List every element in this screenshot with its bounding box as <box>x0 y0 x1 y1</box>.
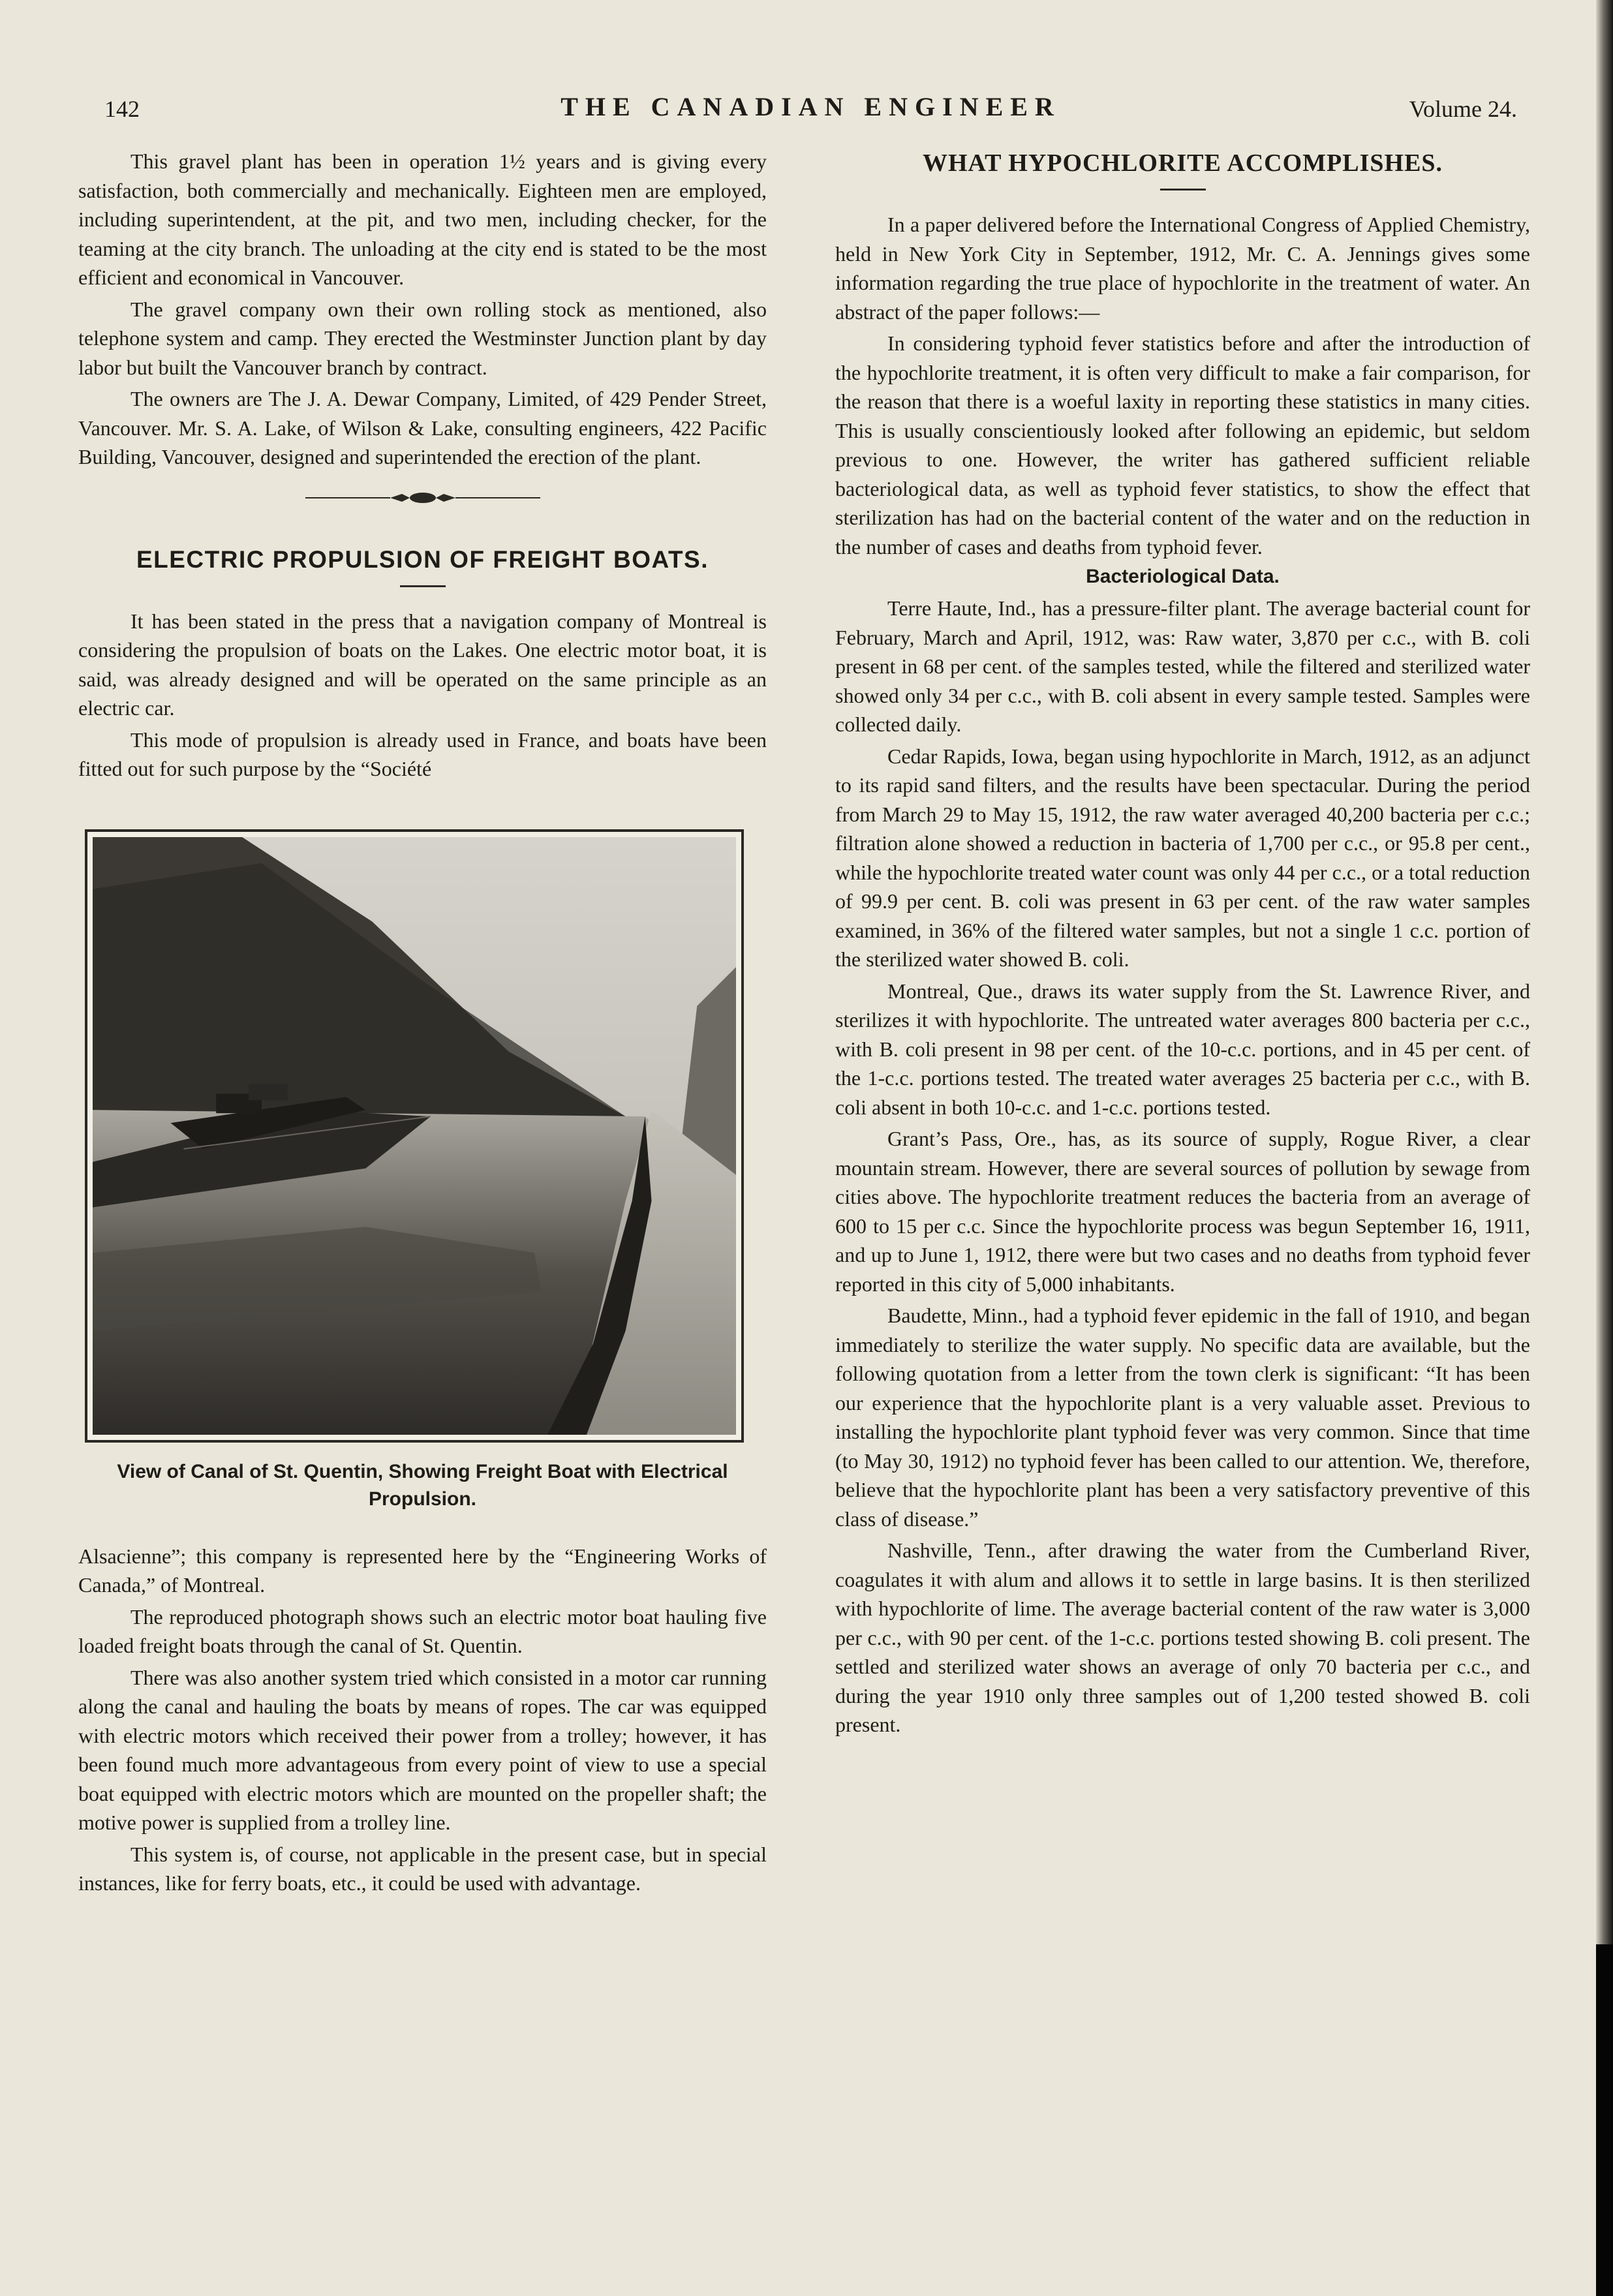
section-divider-ornament <box>78 485 767 524</box>
body-paragraph: The reproduced photograph shows such an electric motor boat hauling five loaded freight boats through the canal of St. Quentin. <box>78 1604 767 1657</box>
body-paragraph: This system is, of course, not applicable in the present case, but in special instances, like for ferry boats, etc., it could be used with advantage. <box>78 1842 767 1895</box>
journal-title: THE CANADIAN ENGINEER <box>561 92 1061 121</box>
volume-label: Volume 24. <box>1409 96 1517 122</box>
body-paragraph: It has been stated in the press that a navigation company of Montreal is considering the propulsion of boats on the Lakes. One electric motor boat, it is said, was already designed and will be operated on the same principle as an electric car. <box>78 609 767 720</box>
body-paragraph: This mode of propulsion is already used in France, and boats have been fitted out for such purpose by the “Société <box>78 727 767 780</box>
subheading: Bacteriological Data. <box>1086 566 1280 587</box>
page-number: 142 <box>104 96 140 122</box>
left-column <box>78 147 767 1901</box>
section-heading: ELECTRIC PROPULSION OF FREIGHT BOATS. <box>136 545 709 573</box>
data-paragraph: Terre Haute, Ind., has a pressure-filter plant. The average bacterial count for February, March and April, 1912, was: Raw water, 3,870 per c.c., with B. coli present in 68 per cent. of the samples tested, while the filtered and sterilized water showed only 34 per c.c., with B. coli absent in every sample tested. Samples were collected daily. <box>835 596 1530 736</box>
body-paragraph: There was also another system tried which consisted in a motor car running along the canal and hauling the boats by means of ropes. The car was equipped with electric motors which received their power from a trolley; however, it has been found much more advantageous from every point of view to use a special boat equipped with electric motors which are mounted on the propeller shaft; the motive power is supplied from a trolley line. <box>78 1665 767 1834</box>
page-edge-binding <box>1596 1944 1613 2296</box>
heading-rule <box>400 585 446 587</box>
body-paragraph: In considering typhoid fever statistics before and after the introduction of the hypochlorite treatment, it is often very difficult to make a fair comparison, for the reason that there is a woeful laxity in reporting these statistics in many cities. This is usually conscientiously looked after following an epidemic, but seldom previous to one. However, the writer has gathered sufficient reliable bacteriological data, as well as typhoid fever statistics, to show the effect that sterilization has had on the bacterial content of the water and on the reduction in the number of cases and deaths from typhoid fever. <box>835 331 1530 559</box>
heading-rule <box>1160 189 1206 191</box>
data-paragraph: Grant’s Pass, Ore., has, as its source of supply, Rogue River, a clear mountain stream. However, there are several sources of pollution by sewage from cities above. The hypochlorite treatment reduces the bacteria from an average of 600 to 15 per c.c. Since the hypochlorite process was begun September 16, 1911, and up to June 1, 1912, there were but two cases and no deaths from typhoid fever reported in this city of 5,000 inhabitants. <box>835 1127 1530 1296</box>
running-head <box>104 91 1517 130</box>
section-heading: WHAT HYPOCHLORITE ACCOMPLISHES. <box>922 149 1443 177</box>
data-paragraph: Montreal, Que., draws its water supply from the St. Lawrence River, and sterilizes it with hypochlorite. The untreated water averages 800 bacteria per c.c., with B. coli present in 98 per cent. of the 10-c.c. portions, and in 45 per cent. of the 1-c.c. portions tested. The treated water averages 25 bacteria per c.c., with B. coli absent in both 10-c.c. and 1-c.c. portions tested. <box>835 979 1530 1119</box>
gravel-paragraph: The owners are The J. A. Dewar Company, Limited, of 429 Pender Street, Vancouver. Mr. S. A. Lake, of Wilson & Lake, consulting engineers, 422 Pacific Building, Vancouver, designed and superintended the erection of the plant. <box>78 387 767 468</box>
gravel-paragraph: The gravel company own their own rolling stock as mentioned, also telephone system and camp. They erected the Westminster Junction plant by day labor but built the Vancouver branch by contract. <box>78 297 767 379</box>
data-paragraph: Nashville, Tenn., after drawing the water from the Cumberland River, coagulates it with alum and allows it to settle in large basins. It is then sterilized with hypochlorite of lime. The average bacterial content of the raw water is 3,000 per c.c., with 90 per cent. of the 1-c.c. portions tested showing B. coli present. The settled and sterilized water shows an average of only 70 bacteria per c.c., and during the year 1910 only three samples out of 1,200 tested showed B. coli present. <box>835 1538 1530 1736</box>
data-paragraph: Baudette, Minn., had a typhoid fever epidemic in the fall of 1910, and began immediately to sterilize the water supply. No specific data are available, but the following quotation from a letter from the town clerk is significant: “It has been our experience that the hypochlorite plant is a very valuable asset. Previous to installing the hypochlorite plant typhoid fever was very common. Since that time (to May 30, 1912) no typhoid fever has been called to our attention. We, therefore, believe that the hypochlorite plant has been a very satisfactory preventive of this class of disease.” <box>835 1304 1530 1531</box>
body-paragraph: Alsacienne”; this company is represented here by the “Engineering Works of Canada,” of Montreal. <box>78 1544 767 1597</box>
right-column <box>835 147 1530 1742</box>
figure-caption: View of Canal of St. Quentin, Showing Freight Boat with Electrical Propulsion. <box>117 1460 728 1510</box>
data-paragraph: Cedar Rapids, Iowa, began using hypochlorite in March, 1912, as an adjunct to its rapid sand filters, and the results have been spectacular. During the period from March 29 to May 15, 1912, the raw water averaged 40,200 bacteria per c.c.; filtration alone showed a reduction in bacteria of 1,700 per c.c., or 95.8 per cent., while the hypochlorite treated water count was only 44 per c.c., or a total reduction of 99.9 per cent. B. coli was present in 63 per cent. of the raw water samples examined, in 36% of the filtered water samples, but not a single 1 c.c. portion of the sterilized water showed B. coli. <box>835 744 1530 971</box>
body-paragraph: In a paper delivered before the International Congress of Applied Chemistry, held in New York City in September, 1912, Mr. C. A. Jennings gives some information regarding the true place of hypochlorite in the treatment of water. An abstract of the paper follows:— <box>835 213 1530 324</box>
gravel-paragraph: This gravel plant has been in operation 1½ years and is giving every satisfaction, both commercially and mechanically. Eighteen men are employed, including superintendent, at the pit, and two men, including checker, for the teaming at the city branch. The unloading at the city end is stated to be the most efficient and economical in Vancouver. <box>78 149 767 289</box>
canal-photograph <box>85 829 744 1443</box>
